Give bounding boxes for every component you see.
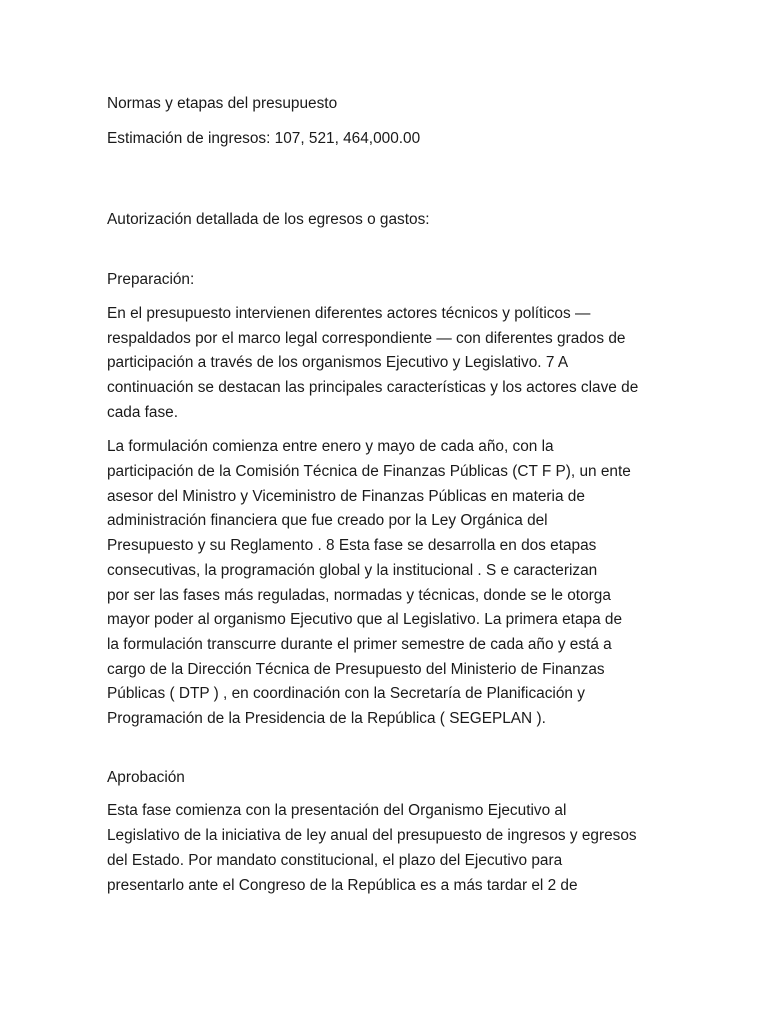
text-line: por ser las fases más reguladas, normadas y técnicas, donde se le otorga	[107, 586, 611, 604]
text-line: Presupuesto y su Reglamento . 8 Esta fase se desarrolla en dos etapas	[107, 537, 597, 555]
text-line: presentarlo ante el Congreso de la República es a más tardar el 2 de	[107, 876, 578, 894]
text-line: mayor poder al organismo Ejecutivo que al Legislativo. La primera etapa de	[107, 611, 623, 629]
document-body	[107, 92, 667, 898]
text-line: la formulación transcurre durante el primer semestre de cada año y está a	[107, 635, 612, 653]
text-line: consecutivas, la programación global y la institucional . S e caracterizan	[107, 561, 598, 579]
text-line: Legislativo de la iniciativa de ley anual del presupuesto de ingresos y egresos	[107, 827, 637, 845]
text-line: Esta fase comienza con la presentación del Organismo Ejecutivo al	[107, 802, 567, 820]
expenses-heading: Autorización detallada de los egresos o gastos:	[107, 211, 430, 229]
preparation-paragraph-1	[107, 302, 667, 426]
preparation-paragraph-2	[107, 435, 667, 731]
document-title: Normas y etapas del presupuesto	[107, 95, 338, 112]
text-line: En el presupuesto intervienen diferentes actores técnicos y políticos —	[107, 304, 591, 322]
approval-paragraph	[107, 799, 667, 898]
text-line: participación de la Comisión Técnica de Finanzas Públicas (CT F P), un ente	[107, 463, 631, 481]
text-line: Públicas ( DTP ) , en coordinación con la Secretaría de Planificación y	[107, 685, 585, 703]
text-line: del Estado. Por mandato constitucional, el plazo del Ejecutivo para	[107, 851, 563, 869]
income-estimate: Estimación de ingresos: 107, 521, 464,000.00	[107, 129, 421, 147]
approval-heading: Aprobación	[107, 768, 185, 786]
text-line: cada fase.	[107, 403, 179, 421]
preparation-heading: Preparación:	[107, 271, 195, 289]
text-line: Programación de la Presidencia de la República ( SEGEPLAN ).	[107, 710, 546, 728]
text-line: La formulación comienza entre enero y mayo de cada año, con la	[107, 438, 554, 456]
text-line: cargo de la Dirección Técnica de Presupuesto del Ministerio de Finanzas	[107, 660, 605, 678]
text-line: respaldados por el marco legal correspondiente — con diferentes grados de	[107, 329, 626, 347]
text-line: participación a través de los organismos Ejecutivo y Legislativo. 7 A	[107, 354, 569, 372]
text-line: continuación se destacan las principales características y los actores clave de	[107, 378, 639, 396]
text-line: administración financiera que fue creado por la Ley Orgánica del	[107, 512, 548, 530]
text-line: asesor del Ministro y Viceministro de Finanzas Públicas en materia de	[107, 487, 585, 505]
